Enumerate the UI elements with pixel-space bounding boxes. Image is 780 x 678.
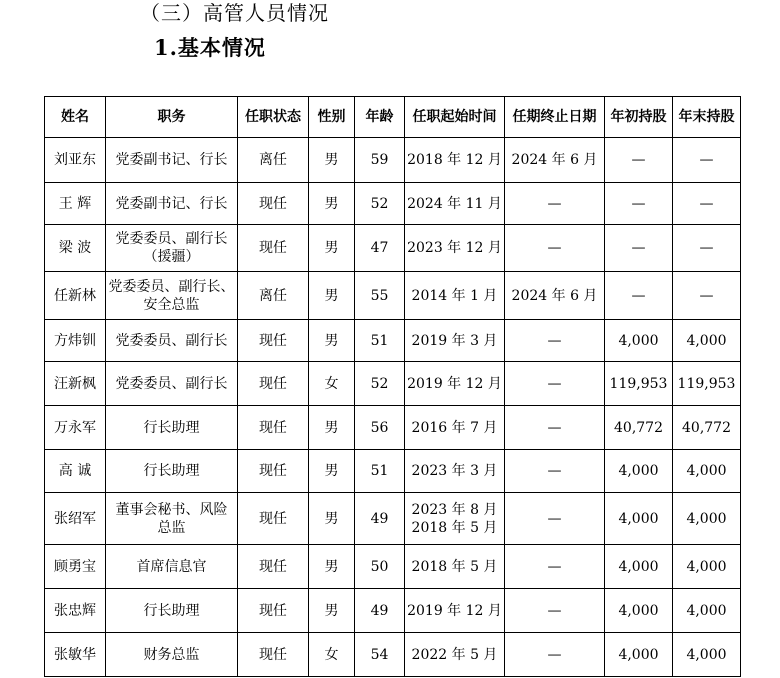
cell-gender: 男: [309, 272, 355, 320]
cell-shares-begin: —: [605, 138, 673, 183]
cell-start-line: 2023 年 3 月: [411, 463, 498, 479]
cell-start: [405, 450, 505, 493]
cell-shares-end: 40,772: [673, 406, 741, 450]
cell-name: 顾勇宝: [45, 545, 106, 589]
cell-position-line: 首席信息官: [136, 558, 207, 575]
table-row: [45, 493, 741, 545]
cell-shares-begin: —: [605, 272, 673, 320]
cell-start: [405, 633, 505, 677]
cell-shares-end: —: [673, 225, 741, 272]
cell-end: —: [505, 450, 605, 493]
cell-name: 张绍军: [45, 493, 106, 545]
table-row: [45, 406, 741, 450]
cell-position: [106, 589, 238, 633]
cell-position: [106, 272, 238, 320]
cell-start-line: 2023 年 8 月: [411, 501, 498, 518]
cell-status: 现任: [238, 406, 309, 450]
cell-name: 方炜钏: [45, 320, 106, 362]
cell-position: [106, 183, 238, 225]
cell-name: 张忠辉: [45, 589, 106, 633]
cell-position: [106, 362, 238, 406]
cell-start: [405, 493, 505, 545]
cell-position: [106, 138, 238, 183]
header-shares-end: 年末持股: [673, 97, 741, 138]
cell-name: 张敏华: [45, 633, 106, 677]
cell-start: [405, 362, 505, 406]
cell-start-line: 2019 年 3 月: [411, 332, 498, 349]
header-status: 任职状态: [238, 97, 309, 138]
cell-status: 现任: [238, 320, 309, 362]
cell-end: —: [505, 362, 605, 406]
cell-end: 2024 年 6 月: [505, 138, 605, 183]
cell-shares-end: —: [673, 272, 741, 320]
table-header-row: [45, 97, 741, 138]
cell-end: —: [505, 589, 605, 633]
cell-position: [106, 225, 238, 272]
cell-gender: 男: [309, 450, 355, 493]
cell-status: 离任: [238, 138, 309, 183]
cell-position: [106, 450, 238, 493]
section-title: （三）高管人员情况: [140, 1, 329, 25]
cell-shares-end: —: [673, 138, 741, 183]
cell-name: 梁 波: [45, 225, 106, 272]
cell-end: —: [505, 225, 605, 272]
cell-position-line: 党委委员、副行长: [115, 332, 228, 349]
header-shares-begin: 年初持股: [605, 97, 673, 138]
cell-gender: 男: [309, 493, 355, 545]
cell-shares-begin: 4,000: [605, 493, 673, 545]
cell-position-line: 党委副书记、行长: [115, 152, 228, 168]
cell-start-line: 2019 年 12 月: [407, 375, 502, 392]
cell-position-line: 党委委员、副行长: [115, 375, 228, 392]
executives-table: [44, 96, 741, 677]
cell-gender: 女: [309, 633, 355, 677]
cell-age: 51: [355, 450, 405, 493]
cell-start-line: 2018 年 5 月: [411, 558, 498, 575]
cell-shares-begin: 4,000: [605, 450, 673, 493]
cell-status: 现任: [238, 545, 309, 589]
cell-shares-end: 4,000: [673, 545, 741, 589]
cell-name: 万永军: [45, 406, 106, 450]
header-position: 职务: [106, 97, 238, 138]
header-end: 任期终止日期: [505, 97, 605, 138]
cell-age: 47: [355, 225, 405, 272]
cell-shares-begin: 40,772: [605, 406, 673, 450]
cell-position-line: 党委委员、副行长: [115, 231, 228, 247]
cell-age: 59: [355, 138, 405, 183]
cell-age: 56: [355, 406, 405, 450]
cell-gender: 男: [309, 545, 355, 589]
cell-age: 49: [355, 493, 405, 545]
cell-status: 现任: [238, 362, 309, 406]
cell-shares-end: 4,000: [673, 493, 741, 545]
cell-gender: 男: [309, 138, 355, 183]
cell-shares-begin: 4,000: [605, 633, 673, 677]
cell-start-line: 2019 年 12 月: [407, 602, 502, 619]
table-row: [45, 138, 741, 183]
cell-end: 2024 年 6 月: [505, 272, 605, 320]
cell-position-line: 行长助理: [143, 602, 200, 619]
table-row: [45, 450, 741, 493]
cell-start-line: 2024 年 11 月: [407, 195, 502, 212]
cell-status: 现任: [238, 225, 309, 272]
cell-start: [405, 545, 505, 589]
cell-name: 高 诚: [45, 450, 106, 493]
header-name: 姓名: [45, 97, 106, 138]
cell-end: —: [505, 545, 605, 589]
cell-age: 52: [355, 362, 405, 406]
cell-start-line: 2016 年 7 月: [411, 419, 498, 436]
cell-age: 55: [355, 272, 405, 320]
cell-shares-end: 4,000: [673, 633, 741, 677]
cell-start-line: 2023 年 12 月: [407, 240, 502, 256]
cell-position-line: 总监: [157, 519, 186, 536]
cell-position-line: 董事会秘书、风险: [115, 501, 228, 518]
cell-start: [405, 320, 505, 362]
cell-shares-begin: —: [605, 183, 673, 225]
table-row: [45, 589, 741, 633]
cell-shares-begin: 4,000: [605, 545, 673, 589]
cell-status: 现任: [238, 493, 309, 545]
header-start: 任职起始时间: [405, 97, 505, 138]
cell-name: 王 辉: [45, 183, 106, 225]
cell-start-line: 2014 年 1 月: [411, 287, 498, 304]
cell-start: [405, 589, 505, 633]
cell-start: [405, 272, 505, 320]
cell-gender: 男: [309, 320, 355, 362]
cell-start-line: 2018 年 5 月: [411, 519, 498, 536]
cell-status: 现任: [238, 183, 309, 225]
cell-age: 49: [355, 589, 405, 633]
header-gender: 性别: [309, 97, 355, 138]
cell-name: 汪新枫: [45, 362, 106, 406]
cell-start-line: 2022 年 5 月: [411, 646, 498, 663]
cell-gender: 男: [309, 183, 355, 225]
sub-title: 1.基本情况: [154, 35, 266, 60]
cell-position-line: 党委副书记、行长: [115, 195, 228, 212]
cell-end: —: [505, 406, 605, 450]
cell-start: [405, 406, 505, 450]
cell-shares-end: 4,000: [673, 589, 741, 633]
cell-shares-begin: 4,000: [605, 589, 673, 633]
cell-end: —: [505, 493, 605, 545]
cell-position-line: 党委委员、副行长、: [108, 278, 235, 295]
cell-age: 52: [355, 183, 405, 225]
cell-gender: 男: [309, 225, 355, 272]
cell-position: [106, 320, 238, 362]
cell-age: 54: [355, 633, 405, 677]
table-row: [45, 545, 741, 589]
header-age: 年龄: [355, 97, 405, 138]
cell-position-line: （援疆）: [143, 249, 200, 265]
table-row: [45, 633, 741, 677]
cell-start: [405, 183, 505, 225]
cell-end: —: [505, 320, 605, 362]
cell-position: [106, 633, 238, 677]
cell-shares-begin: 4,000: [605, 320, 673, 362]
table-row: [45, 320, 741, 362]
cell-shares-begin: 119,953: [605, 362, 673, 406]
cell-status: 离任: [238, 272, 309, 320]
cell-gender: 女: [309, 362, 355, 406]
cell-position-line: 财务总监: [143, 646, 200, 663]
cell-name: 刘亚东: [45, 138, 106, 183]
cell-position-line: 安全总监: [143, 296, 200, 313]
cell-shares-end: 4,000: [673, 450, 741, 493]
cell-gender: 男: [309, 589, 355, 633]
table-row: [45, 183, 741, 225]
cell-position-line: 行长助理: [143, 463, 200, 479]
table-row: [45, 272, 741, 320]
cell-position: [106, 406, 238, 450]
cell-gender: 男: [309, 406, 355, 450]
cell-start: [405, 225, 505, 272]
cell-shares-end: —: [673, 183, 741, 225]
cell-start-line: 2018 年 12 月: [407, 152, 502, 168]
cell-shares-end: 4,000: [673, 320, 741, 362]
cell-age: 51: [355, 320, 405, 362]
cell-shares-begin: —: [605, 225, 673, 272]
table-row: [45, 225, 741, 272]
cell-start: [405, 138, 505, 183]
cell-name: 任新林: [45, 272, 106, 320]
cell-end: —: [505, 183, 605, 225]
cell-age: 50: [355, 545, 405, 589]
cell-status: 现任: [238, 450, 309, 493]
cell-status: 现任: [238, 633, 309, 677]
cell-status: 现任: [238, 589, 309, 633]
cell-position-line: 行长助理: [143, 419, 200, 436]
cell-position: [106, 493, 238, 545]
table-body: [45, 138, 741, 677]
table-row: [45, 362, 741, 406]
cell-end: —: [505, 633, 605, 677]
cell-position: [106, 545, 238, 589]
cell-shares-end: 119,953: [673, 362, 741, 406]
